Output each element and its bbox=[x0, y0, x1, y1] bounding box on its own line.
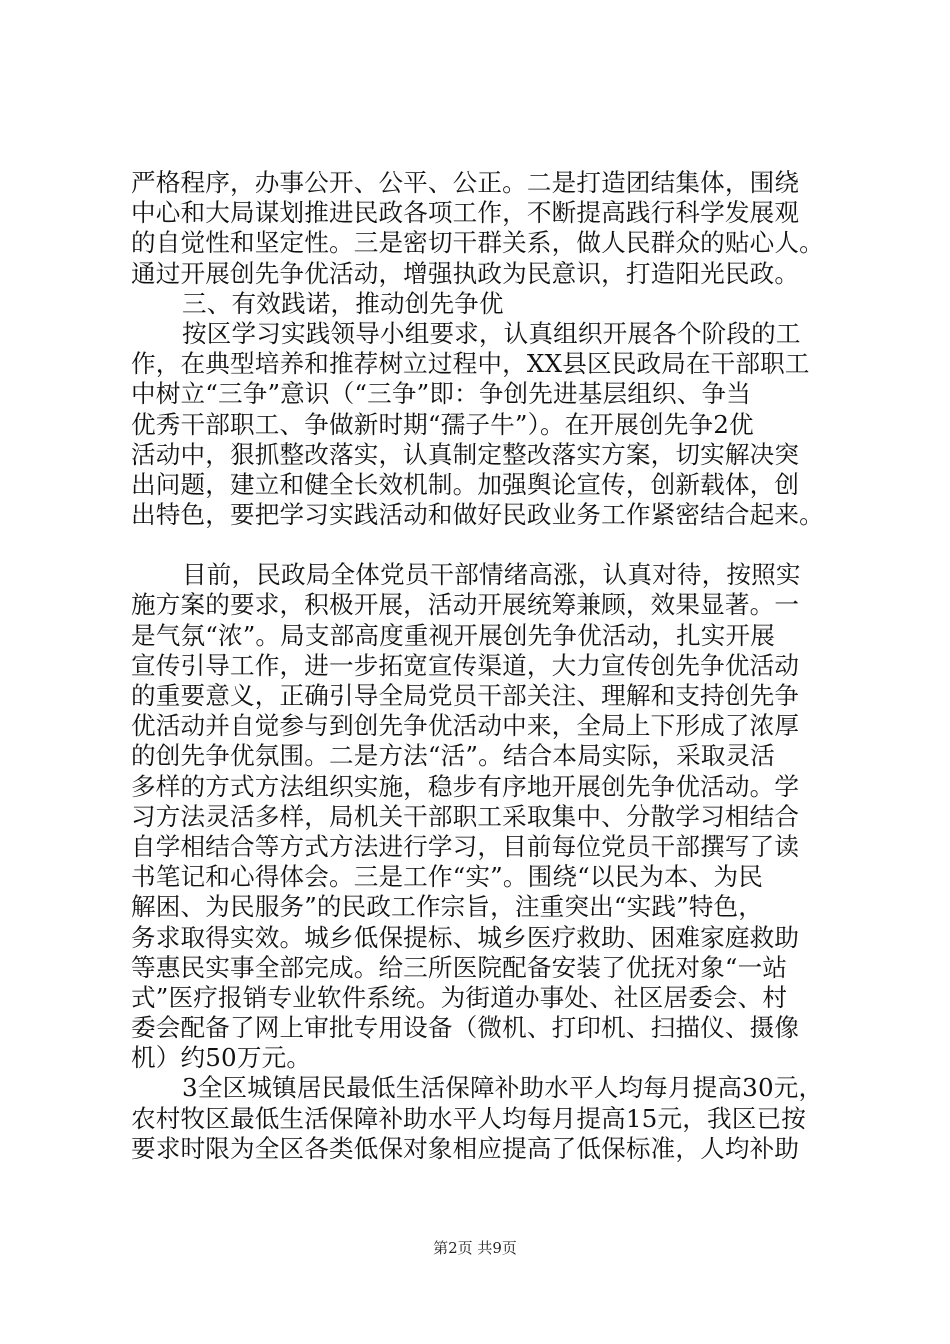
text-line: 自学相结合等方式方法进行学习，目前每位党员干部撰写了读 bbox=[131, 831, 800, 861]
text-line: 作，在典型培养和推荐树立过程中，XX县区民政局在干部职工 bbox=[131, 349, 810, 379]
text-line: 的自觉性和坚定性。三是密切干群关系，做人民群众的贴心人。 bbox=[131, 228, 824, 258]
page-number-label: 第2页 共9页 bbox=[433, 1239, 517, 1257]
text-line: 的创先争优氛围。二是方法“活”。结合本局实际，采取灵活 bbox=[131, 741, 776, 771]
text-line: 中心和大局谋划推进民政各项工作，不断提高践行科学发展观 bbox=[131, 198, 800, 228]
text-line: 委会配备了网上审批专用设备（微机、打印机、扫描仪、摄像 bbox=[131, 1013, 800, 1043]
text-line: 等惠民实事全部完成。给三所医院配备安装了优抚对象“一站 bbox=[131, 952, 788, 982]
document-body bbox=[131, 168, 851, 1164]
text-line: 优秀干部职工、争做新时期“孺子牛”）。在开展创先争2优 bbox=[131, 409, 754, 439]
text-line: 宣传引导工作，进一步拓宽宣传渠道，大力宣传创先争优活动 bbox=[131, 650, 800, 680]
text-line: 优活动并自觉参与到创先争优活动中来，全局上下形成了浓厚 bbox=[131, 711, 800, 741]
text-line: 施方案的要求，积极开展，活动开展统筹兼顾，效果显著。一 bbox=[131, 590, 800, 620]
text-line: 出问题，建立和健全长效机制。加强舆论宣传，创新载体，创 bbox=[131, 469, 800, 499]
text-line: 按区学习实践领导小组要求，认真组织开展各个阶段的工 bbox=[182, 318, 801, 348]
text-line: 书笔记和心得体会。三是工作“实”。围绕“以民为本、为民 bbox=[131, 862, 764, 892]
text-line: 解困、为民服务”的民政工作宗旨，注重突出“实践”特色， bbox=[131, 892, 764, 922]
text-line: 务求取得实效。城乡低保提标、城乡医疗救助、困难家庭救助 bbox=[131, 922, 800, 952]
text-line: 出特色，要把学习实践活动和做好民政业务工作紧密结合起来。 bbox=[131, 500, 824, 530]
text-line: 中树立“三争”意识（“三争”即：争创先进基层组织、争当 bbox=[131, 379, 752, 409]
text-line: 机）约50万元。 bbox=[131, 1043, 312, 1073]
text-line: 多样的方式方法组织实施，稳步有序地开展创先争优活动。学 bbox=[131, 771, 800, 801]
text-line: 严格程序，办事公开、公平、公正。二是打造团结集体，围绕 bbox=[131, 168, 800, 197]
text-line: 通过开展创先争优活动，增强执政为民意识，打造阳光民政。 bbox=[131, 258, 800, 288]
text-line: 式”医疗报销专业软件系统。为街道办事处、社区居委会、村 bbox=[131, 982, 788, 1012]
text-line: 3全区城镇居民最低生活保障补助水平人均每月提高30元， bbox=[182, 1073, 824, 1103]
paragraph-gap bbox=[131, 530, 851, 560]
text-line: 的重要意义，正确引导全局党员干部关注、理解和支持创先争 bbox=[131, 681, 800, 710]
section-heading: 三、有效践诺，推动创先争优 bbox=[182, 288, 504, 318]
text-line: 是气氛“浓”。局支部高度重视开展创先争优活动，扎实开展 bbox=[131, 620, 776, 650]
page-footer bbox=[0, 1238, 950, 1258]
text-line: 习方法灵活多样，局机关干部职工采取集中、分散学习相结合 bbox=[131, 801, 800, 831]
text-line: 目前，民政局全体党员干部情绪高涨，认真对待，按照实 bbox=[182, 560, 801, 590]
text-line: 要求时限为全区各类低保对象相应提高了低保标准，人均补助 bbox=[131, 1133, 800, 1163]
text-line: 活动中，狠抓整改落实，认真制定整改落实方案，切实解决突 bbox=[131, 439, 800, 469]
text-line: 农村牧区最低生活保障补助水平人均每月提高15元，我区已按 bbox=[131, 1103, 806, 1133]
